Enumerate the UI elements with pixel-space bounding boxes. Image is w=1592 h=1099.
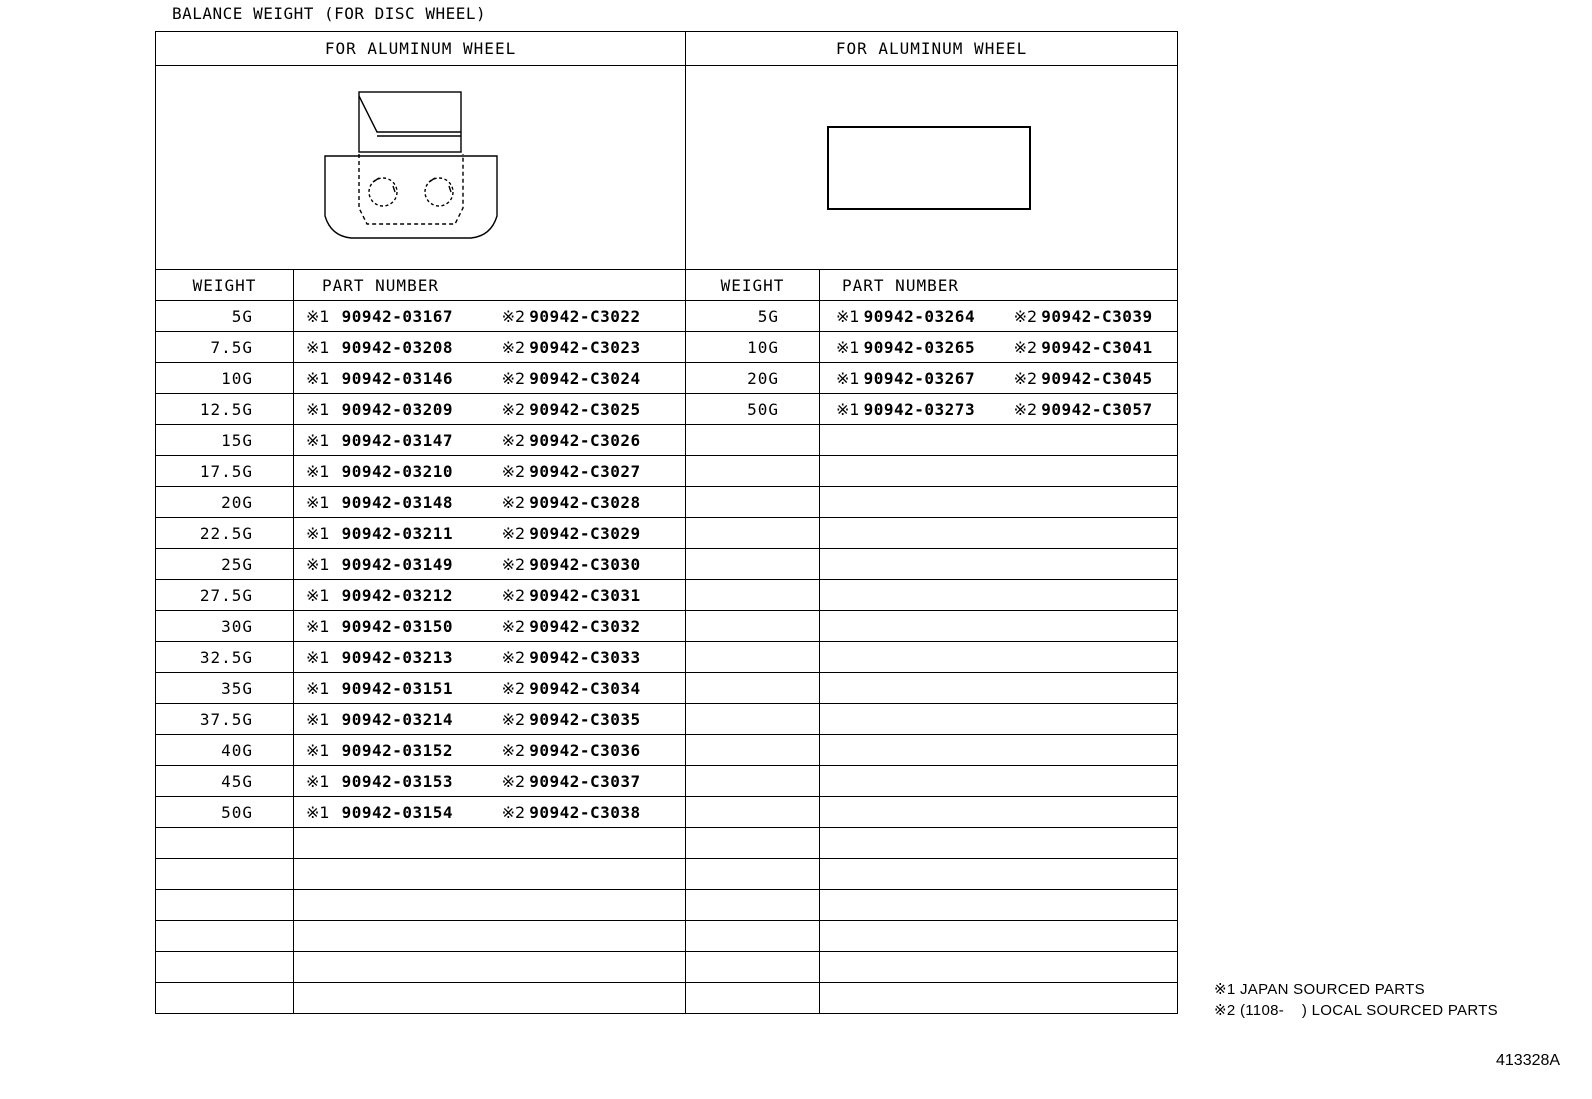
table-row [156,828,1178,859]
left-weight-cell: 12.5G [156,394,294,425]
japan-source-mark: ※1 [306,492,330,512]
balance-weight-table [155,31,1178,1014]
left-part-number-cell [294,735,686,766]
left-weight-cell: 27.5G [156,580,294,611]
local-part-number: 90942-C3032 [529,616,641,636]
right-part-number-cell [820,642,1178,673]
left-weight-cell: 7.5G [156,332,294,363]
left-part-number-column-header: PART NUMBER [294,270,686,301]
local-source-mark: ※2 [501,461,526,481]
local-part-number: 90942-C3023 [529,337,641,357]
japan-part-number: 90942-03167 [341,306,454,326]
left-part-number-cell [294,952,686,983]
local-source-mark: ※2 [501,430,526,450]
left-weight-cell: 37.5G [156,704,294,735]
local-source-mark: ※2 [501,771,526,791]
left-part-number-cell [294,394,686,425]
local-source-mark: ※2 [501,492,526,512]
left-part-number-cell [294,642,686,673]
right-part-number-cell [820,797,1178,828]
japan-part-number: 90942-03264 [863,306,976,326]
right-part-number-cell [820,704,1178,735]
left-weight-cell [156,983,294,1014]
japan-part-number: 90942-03153 [341,771,454,791]
japan-part-number: 90942-03147 [341,430,454,450]
right-part-number-column-header: PART NUMBER [820,270,1178,301]
right-part-number-cell [820,580,1178,611]
local-source-mark: ※2 [501,647,526,667]
right-section-header: FOR ALUMINUM WHEEL [686,32,1178,66]
right-part-number-cell [820,983,1178,1014]
local-part-number: 90942-C3045 [1041,368,1153,388]
left-part-number-cell [294,580,686,611]
section-header-row [156,32,1178,66]
japan-part-number: 90942-03210 [341,461,454,481]
japan-source-mark: ※1 [306,802,330,822]
right-weight-cell [686,921,820,952]
left-part-number-cell [294,797,686,828]
right-weight-cell [686,983,820,1014]
table-row [156,642,1178,673]
left-weight-cell: 40G [156,735,294,766]
left-weight-cell: 15G [156,425,294,456]
local-source-mark: ※2 [501,399,526,419]
local-source-mark: ※2 [501,802,526,822]
table-row [156,921,1178,952]
left-part-number-cell [294,890,686,921]
right-part-number-cell [820,890,1178,921]
left-part-number-cell [294,549,686,580]
japan-part-number: 90942-03148 [341,492,454,512]
local-part-number: 90942-C3033 [529,647,641,667]
left-part-number-cell [294,425,686,456]
left-weight-cell: 45G [156,766,294,797]
japan-source-mark: ※1 [306,771,330,791]
right-weight-column-header: WEIGHT [686,270,820,301]
local-source-mark: ※2 [501,709,526,729]
local-part-number: 90942-C3022 [529,306,641,326]
right-weight-cell [686,673,820,704]
table-row [156,363,1178,394]
table-row [156,394,1178,425]
local-source-mark: ※2 [1013,399,1038,419]
right-part-number-cell [820,518,1178,549]
table-row [156,952,1178,983]
right-weight-cell [686,828,820,859]
left-weight-cell: 5G [156,301,294,332]
right-part-number-cell [820,363,1178,394]
right-weight-cell [686,890,820,921]
japan-part-number: 90942-03267 [863,368,976,388]
drawing-code: 413328A [1496,1052,1561,1069]
right-weight-cell [686,611,820,642]
japan-part-number: 90942-03273 [863,399,976,419]
left-weight-column-header: WEIGHT [156,270,294,301]
right-weight-cell [686,735,820,766]
adhesive-weight-illustration-cell [686,66,1178,270]
left-weight-cell: 32.5G [156,642,294,673]
local-part-number: 90942-C3036 [529,740,641,760]
table-row [156,673,1178,704]
table-row [156,301,1178,332]
column-header-row [156,270,1178,301]
japan-source-mark: ※1 [836,399,860,419]
right-weight-cell [686,487,820,518]
japan-part-number: 90942-03149 [341,554,454,574]
japan-source-mark: ※1 [306,430,330,450]
right-weight-cell [686,642,820,673]
japan-source-mark: ※1 [306,709,330,729]
local-part-number: 90942-C3031 [529,585,641,605]
table-row [156,859,1178,890]
right-part-number-cell [820,332,1178,363]
table-row [156,766,1178,797]
japan-source-mark: ※1 [836,368,860,388]
local-source-mark: ※2 [501,337,526,357]
right-part-number-cell [820,735,1178,766]
left-weight-cell [156,921,294,952]
right-weight-cell [686,797,820,828]
table-row [156,704,1178,735]
japan-source-mark: ※1 [306,678,330,698]
table-row [156,797,1178,828]
left-part-number-cell [294,487,686,518]
left-part-number-cell [294,859,686,890]
left-weight-cell: 50G [156,797,294,828]
local-source-mark: ※2 [501,306,526,326]
right-part-number-cell [820,456,1178,487]
right-part-number-cell [820,859,1178,890]
left-part-number-cell [294,518,686,549]
japan-source-mark: ※1 [306,337,330,357]
left-weight-cell: 30G [156,611,294,642]
local-source-mark: ※2 [501,585,526,605]
footnotes [1214,979,1498,1021]
japan-part-number: 90942-03209 [341,399,454,419]
footnote-japan-sourced: ※1 JAPAN SOURCED PARTS [1214,981,1425,998]
table-row [156,456,1178,487]
left-section-header: FOR ALUMINUM WHEEL [156,32,686,66]
japan-part-number: 90942-03152 [341,740,454,760]
local-source-mark: ※2 [501,523,526,543]
japan-source-mark: ※1 [836,306,860,326]
right-part-number-cell [820,425,1178,456]
right-weight-cell [686,518,820,549]
right-part-number-cell [820,952,1178,983]
right-part-number-cell [820,301,1178,332]
right-weight-cell [686,425,820,456]
local-part-number: 90942-C3029 [529,523,641,543]
table-row [156,580,1178,611]
left-part-number-cell [294,332,686,363]
left-part-number-cell [294,301,686,332]
table-row [156,487,1178,518]
left-weight-cell: 10G [156,363,294,394]
right-part-number-cell [820,673,1178,704]
adhesive-balance-weight-illustration [826,125,1032,211]
japan-source-mark: ※1 [306,616,330,636]
right-part-number-cell [820,921,1178,952]
local-part-number: 90942-C3035 [529,709,641,729]
left-part-number-cell [294,921,686,952]
right-part-number-cell [820,394,1178,425]
japan-source-mark: ※1 [306,368,330,388]
japan-source-mark: ※1 [306,647,330,667]
local-source-mark: ※2 [1013,368,1038,388]
local-source-mark: ※2 [1013,337,1038,357]
local-source-mark: ※2 [501,368,526,388]
left-weight-cell: 20G [156,487,294,518]
japan-source-mark: ※1 [306,461,330,481]
left-weight-cell [156,952,294,983]
japan-source-mark: ※1 [306,554,330,574]
local-source-mark: ※2 [501,740,526,760]
right-weight-cell: 5G [686,301,820,332]
right-weight-cell [686,456,820,487]
right-weight-cell [686,766,820,797]
japan-source-mark: ※1 [306,399,330,419]
left-part-number-cell [294,983,686,1014]
left-weight-cell: 22.5G [156,518,294,549]
illustration-row [156,66,1178,270]
left-part-number-cell [294,704,686,735]
japan-source-mark: ※1 [306,306,330,326]
local-part-number: 90942-C3041 [1041,337,1153,357]
japan-part-number: 90942-03150 [341,616,454,636]
japan-source-mark: ※1 [306,523,330,543]
local-source-mark: ※2 [1013,306,1038,326]
japan-part-number: 90942-03211 [341,523,454,543]
right-part-number-cell [820,487,1178,518]
left-weight-cell [156,890,294,921]
left-weight-cell [156,859,294,890]
local-part-number: 90942-C3037 [529,771,641,791]
japan-source-mark: ※1 [306,740,330,760]
right-part-number-cell [820,766,1178,797]
local-part-number: 90942-C3028 [529,492,641,512]
right-weight-cell [686,952,820,983]
right-weight-cell [686,549,820,580]
table-row [156,983,1178,1014]
left-weight-cell: 25G [156,549,294,580]
page-title: BALANCE WEIGHT (FOR DISC WHEEL) [172,4,487,23]
footnote-local-sourced: ※2 (1108- ) LOCAL SOURCED PARTS [1214,1002,1498,1019]
right-weight-cell: 10G [686,332,820,363]
table-row [156,549,1178,580]
clip-on-balance-weight-illustration [321,88,521,248]
right-weight-cell: 50G [686,394,820,425]
table-row [156,890,1178,921]
japan-part-number: 90942-03151 [341,678,454,698]
right-weight-cell [686,704,820,735]
table-row [156,735,1178,766]
japan-part-number: 90942-03213 [341,647,454,667]
local-part-number: 90942-C3057 [1041,399,1153,419]
right-part-number-cell [820,549,1178,580]
japan-part-number: 90942-03208 [341,337,454,357]
local-source-mark: ※2 [501,616,526,636]
left-part-number-cell [294,363,686,394]
right-part-number-cell [820,828,1178,859]
local-part-number: 90942-C3039 [1041,306,1153,326]
right-weight-cell [686,859,820,890]
local-part-number: 90942-C3030 [529,554,641,574]
local-part-number: 90942-C3026 [529,430,641,450]
table-row [156,611,1178,642]
left-weight-cell [156,828,294,859]
right-weight-cell: 20G [686,363,820,394]
japan-source-mark: ※1 [306,585,330,605]
left-part-number-cell [294,611,686,642]
left-part-number-cell [294,828,686,859]
table-row [156,425,1178,456]
japan-part-number: 90942-03214 [341,709,454,729]
table-row [156,332,1178,363]
left-part-number-cell [294,766,686,797]
local-source-mark: ※2 [501,554,526,574]
japan-part-number: 90942-03212 [341,585,454,605]
table-row [156,518,1178,549]
local-part-number: 90942-C3024 [529,368,641,388]
right-weight-cell [686,580,820,611]
left-weight-cell: 35G [156,673,294,704]
local-part-number: 90942-C3034 [529,678,641,698]
japan-part-number: 90942-03154 [341,802,454,822]
local-part-number: 90942-C3027 [529,461,641,481]
local-part-number: 90942-C3038 [529,802,641,822]
left-part-number-cell [294,673,686,704]
local-source-mark: ※2 [501,678,526,698]
clip-on-weight-illustration-cell [156,66,686,270]
japan-part-number: 90942-03265 [863,337,976,357]
left-weight-cell: 17.5G [156,456,294,487]
japan-part-number: 90942-03146 [341,368,454,388]
left-part-number-cell [294,456,686,487]
japan-source-mark: ※1 [836,337,860,357]
right-part-number-cell [820,611,1178,642]
local-part-number: 90942-C3025 [529,399,641,419]
